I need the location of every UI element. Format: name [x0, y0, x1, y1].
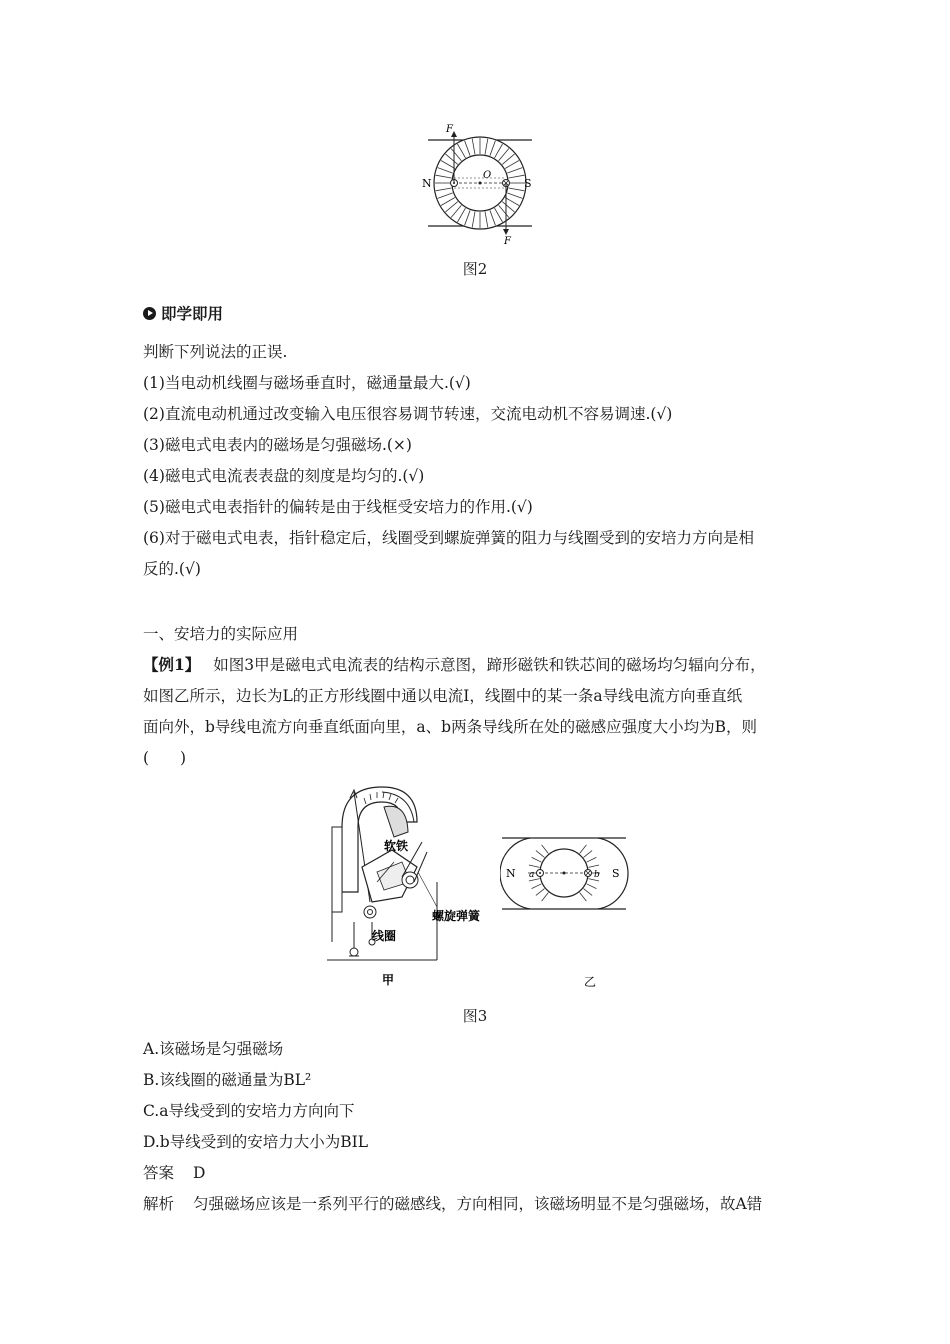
example-1-line-1 [143, 654, 766, 676]
field-line [536, 889, 545, 896]
practice-item-6: (6)对于磁电式电表，指针稳定后，线圈受到螺旋弹簧的阻力与线圈受到的安培力方向是相 [143, 529, 754, 547]
practice-item-4: (4)磁电式电流表表盘的刻度是均匀的.(√) [143, 467, 425, 485]
field-line [542, 845, 549, 854]
field-line [587, 884, 597, 889]
analysis-text: 匀强磁场应该是一系列平行的磁感线，方向相同，该磁场明显不是匀强磁场，故A错 [192, 1195, 763, 1213]
option-b: B.该线圈的磁通量为BL² [143, 1071, 312, 1089]
fig2-label-f-top: F [446, 124, 453, 135]
fig3-label-s: S [612, 867, 620, 880]
practice-item-5: (5)磁电式电表指针的偏转是由于线框受安培力的作用.(√) [143, 498, 533, 516]
option-d: D.b导线受到的安培力大小为BIL [143, 1133, 369, 1151]
field-line [529, 865, 540, 867]
field-line [588, 865, 599, 867]
fig2-label-s: S [524, 177, 532, 190]
figure-2-caption: 图2 [462, 260, 488, 278]
section-one-title: 一、安培力的实际应用 [143, 625, 299, 643]
figure-2-diagram [410, 118, 550, 250]
figure-3-yi-diagram [500, 832, 630, 988]
fig3-label-yi: 乙 [584, 975, 597, 988]
example-1-line-4: ( ) [143, 749, 187, 767]
fig3-label-b: b [594, 870, 600, 880]
field-line [580, 893, 587, 902]
fig3-label-n: N [506, 867, 516, 880]
field-line [532, 857, 542, 862]
field-line [584, 889, 593, 896]
figure-3-jia-diagram [322, 782, 492, 987]
example-1-text-1: 如图3甲是磁电式电流表的结构示意图，蹄形磁铁和铁芯间的磁场均匀辐向分布， [213, 656, 766, 674]
fig2-label-o: O [483, 170, 492, 181]
field-line [584, 851, 593, 858]
fig2-label-f-bottom: F [504, 236, 511, 247]
practice-item-1: (1)当电动机线圈与磁场垂直时，磁通量最大.(√) [143, 374, 471, 392]
figure-3-caption: 图3 [462, 1007, 488, 1025]
analysis-label: 解析 [143, 1195, 175, 1213]
example-1-line-3: 面向外，b导线电流方向垂直纸面向里，a、b两条导线所在处的磁感应强度大小均为B，则 [143, 718, 757, 736]
play-icon [143, 307, 156, 320]
practice-item-6-cont: 反的.(√) [143, 560, 201, 578]
example-1-line-2: 如图乙所示，边长为L的正方形线圈中通以电流I，线圈中的某一条a导线电流方向垂直纸 [143, 687, 743, 705]
field-line [580, 845, 587, 854]
analysis-line [143, 1193, 762, 1215]
example-1-label: 【例1】 [143, 655, 201, 674]
fig3-label-coil: 线圈 [372, 929, 397, 943]
field-line [536, 851, 545, 858]
field-line [587, 857, 597, 862]
answer-label: 答案 [143, 1164, 175, 1182]
practice-intro: 判断下列说法的正误. [143, 343, 288, 361]
fig2-label-n: N [422, 177, 432, 190]
fig3-label-soft-iron: 软铁 [384, 839, 409, 853]
section-practice-heading [143, 302, 223, 324]
section-practice-title: 即学即用 [161, 305, 224, 323]
fig3-label-spring: 螺旋弹簧 [432, 909, 481, 923]
field-line [542, 893, 549, 902]
answer-line [143, 1162, 205, 1184]
option-a: A.该磁场是匀强磁场 [143, 1040, 284, 1058]
practice-item-3: (3)磁电式电表内的磁场是匀强磁场.(×) [143, 436, 412, 454]
field-line [532, 884, 542, 889]
answer-value: D [192, 1164, 206, 1182]
fig3-label-a: a [529, 870, 535, 880]
practice-item-2: (2)直流电动机通过改变输入电压很容易调节转速，交流电动机不容易调速.(√) [143, 405, 673, 423]
fig3-label-jia: 甲 [382, 973, 395, 987]
option-c: C.a导线受到的安培力方向向下 [143, 1102, 355, 1120]
